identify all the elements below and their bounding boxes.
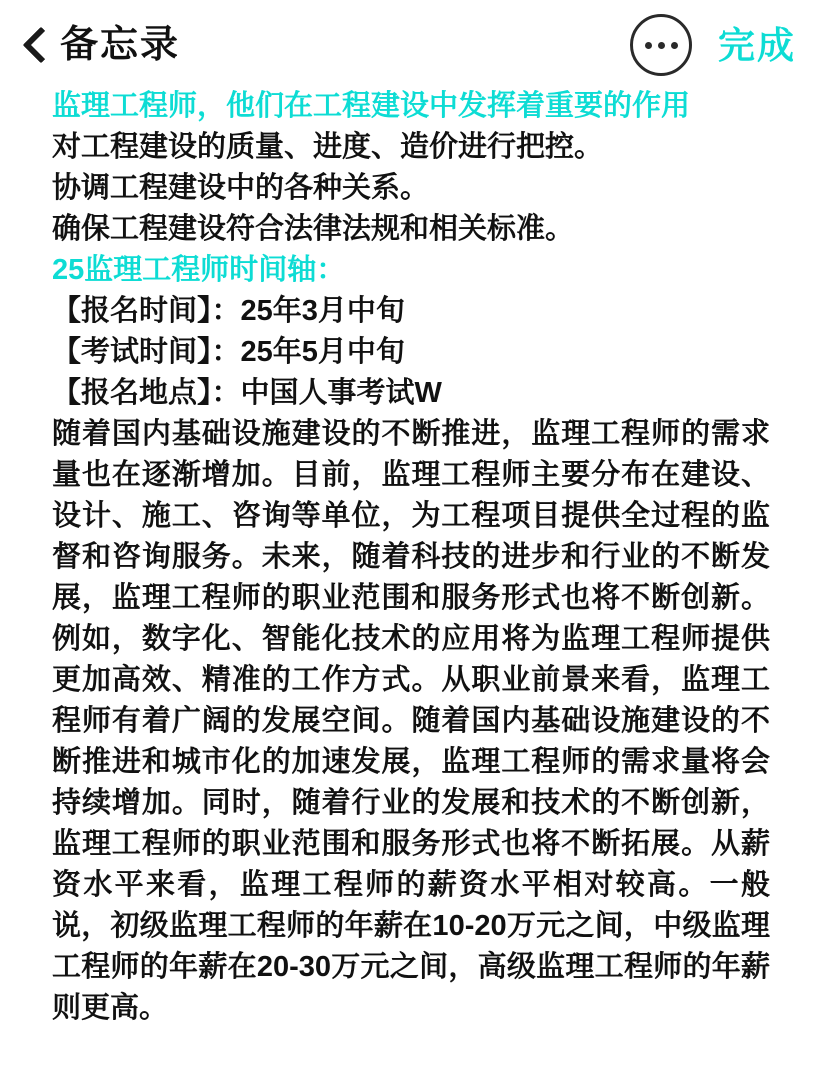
top-bar-actions (630, 14, 800, 76)
note-content[interactable] (0, 86, 822, 1029)
note-line: 【报名地点】：中国人事考试W (52, 377, 442, 409)
note-line: 【考试时间】：25年5月中旬 (52, 336, 405, 368)
chevron-left-icon[interactable] (22, 23, 48, 67)
note-line: 【报名时间】：25年3月中旬 (52, 295, 405, 327)
note-line: 确保工程建设符合法律法规和相关标准。 (52, 213, 575, 245)
more-ellipsis-icon[interactable] (630, 14, 692, 76)
note-line: 监理工程师，他们在工程建设中发挥着重要的作用 (52, 90, 691, 122)
note-line: 协调工程建设中的各种关系。 (52, 172, 430, 204)
back-button[interactable] (22, 23, 180, 67)
note-line: 对工程建设的质量、进度、造价进行把控。 (52, 131, 604, 163)
back-button-label: 备忘录 (60, 24, 181, 66)
note-line: 25监理工程师时间轴： (52, 254, 346, 286)
top-navigation-bar (0, 0, 822, 90)
done-button[interactable]: 完成 (718, 24, 796, 66)
note-paragraph: 随着国内基础设施建设的不断推进，监理工程师的需求量也在逐渐增加。目前，监理工程师主要分布在建设、设计、施工、咨询等单位，为工程项目提供全过程的监督和咨询服务。未来，随着科技的进步和行业的不断发展，监理工程师的职业范围和服务形式也将不断创新。例如，数字化、智能化技术的应用将为监理工程师提供更加高效、精准的工作方式。从职业前景来看，监理工程师有着广阔的发展空间。随着国内基础设施建设的不断推进和城市化的加速发展，监理工程师的需求量将会持续增加。同时，随着行业的发展和技术的不断创新，监理工程师的职业范围和服务形式也将不断拓展。从薪资水平来看，监理工程师的薪资水平相对较高。一般说，初级监理工程师的年薪在10-20万元之间，中级监理工程师的年薪在20-30万元之间，高级监理工程师的年薪则更高。 (52, 418, 770, 1024)
